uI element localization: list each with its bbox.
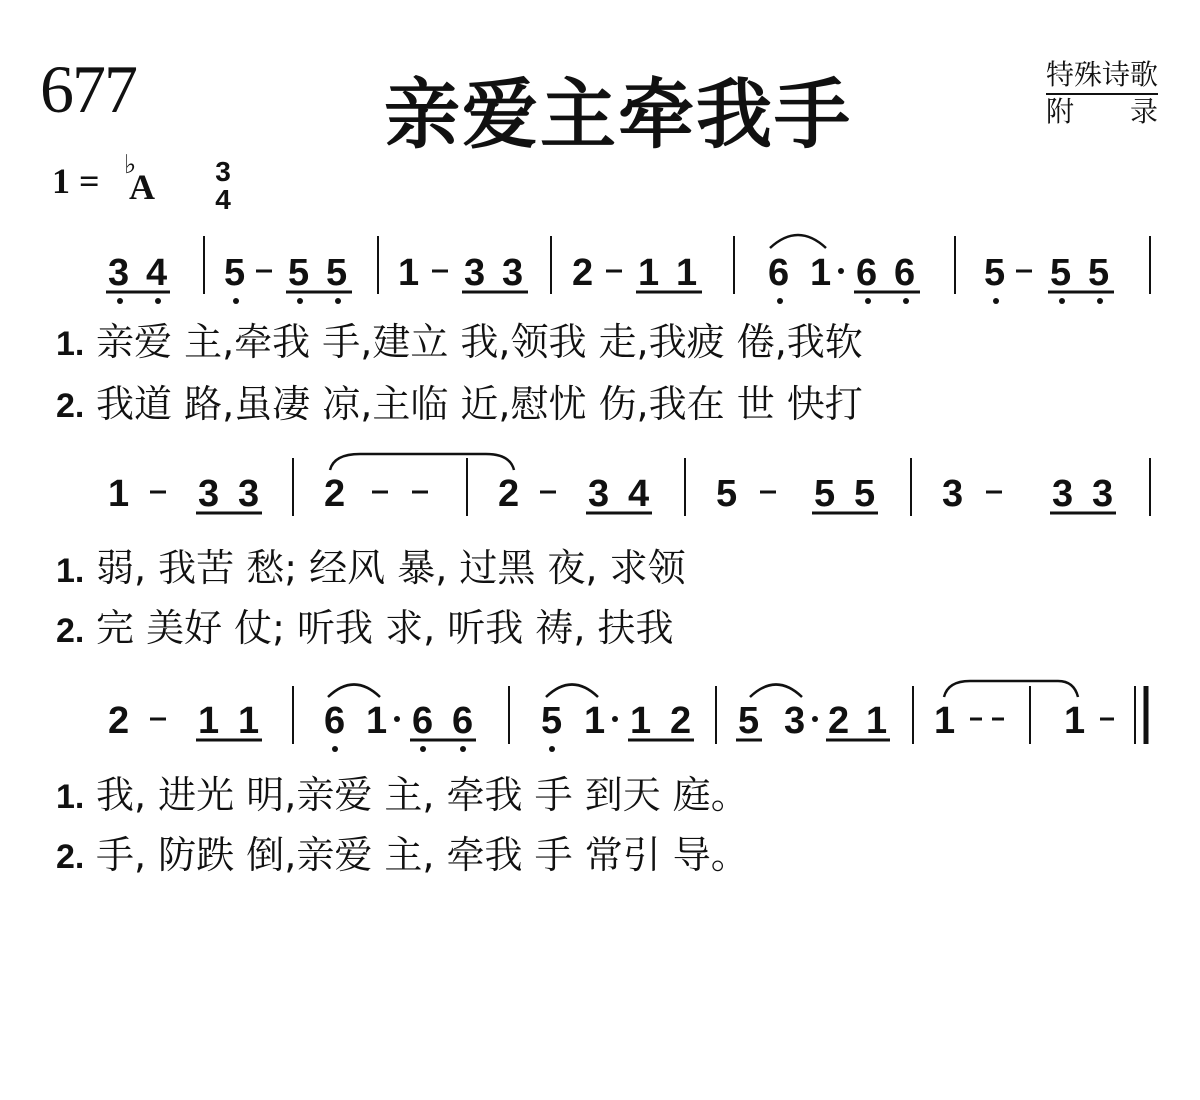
note: 6 (856, 252, 878, 294)
note: 2 (572, 252, 594, 294)
note: 3 (588, 473, 610, 515)
low-dot (117, 298, 123, 304)
note: 1 (108, 473, 130, 515)
note: 1 (1064, 700, 1086, 742)
lyric-line: 我道 路,虽凄 凉,主临 近,慰忧 伤,我在 世 快打 (96, 382, 863, 426)
verse-number: 1. (56, 325, 85, 363)
low-dot (865, 298, 871, 304)
verse-number: 1. (56, 778, 85, 816)
verse-number: 2. (56, 612, 85, 650)
verse-number: 1. (56, 552, 85, 590)
note: 5 (224, 252, 246, 294)
note: 2 (108, 700, 130, 742)
low-dot (549, 746, 555, 752)
note: 5 (984, 252, 1006, 294)
note: 6 (894, 252, 916, 294)
low-dot (332, 746, 338, 752)
low-dot (297, 298, 303, 304)
note: 5 (1088, 252, 1110, 294)
flat-symbol: ♭ (124, 150, 137, 180)
note: 5 (326, 252, 348, 294)
verse-number: 2. (56, 838, 85, 876)
note: 5 (288, 252, 310, 294)
note: 6 (452, 700, 474, 742)
note: 1 (810, 252, 832, 294)
low-dot (233, 298, 239, 304)
tie (546, 685, 598, 698)
note: 1 (866, 700, 888, 742)
note: 1 (198, 700, 220, 742)
note: 5 (1050, 252, 1072, 294)
hymn-number: 677 (40, 51, 136, 127)
note: 1 (366, 700, 388, 742)
note: 6 (412, 700, 434, 742)
note: 6 (768, 252, 790, 294)
note: 4 (628, 473, 650, 515)
low-dot (460, 746, 466, 752)
note: 1 (638, 252, 660, 294)
note: 3 (784, 700, 806, 742)
tie (330, 454, 514, 470)
lyric-line: 亲爱 主,牵我 手,建立 我,领我 走,我疲 倦,我软 (96, 320, 863, 364)
hymn-title: 亲爱主牵我手 (384, 70, 852, 159)
time-signature-bottom: 4 (215, 184, 231, 215)
aug-dot (812, 716, 818, 722)
note: 3 (1052, 473, 1074, 515)
lyric-line: 弱, 我苦 愁; 经风 暴, 过黑 夜, 求领 (96, 546, 686, 590)
note: 3 (1092, 473, 1114, 515)
note: 2 (324, 473, 346, 515)
low-dot (903, 298, 909, 304)
note: 6 (324, 700, 346, 742)
low-dot (777, 298, 783, 304)
low-dot (335, 298, 341, 304)
lyric-line: 我, 进光 明,亲爱 主, 牵我 手 到天 庭。 (96, 773, 749, 817)
note: 3 (198, 473, 220, 515)
note: 1 (676, 252, 698, 294)
note: 1 (238, 700, 260, 742)
note: 5 (716, 473, 738, 515)
note: 5 (738, 700, 760, 742)
tie (328, 685, 380, 698)
lyric-line: 手, 防跌 倒,亲爱 主, 牵我 手 常引 导。 (96, 833, 749, 877)
note: 1 (630, 700, 652, 742)
note: 3 (464, 252, 486, 294)
aug-dot (612, 716, 618, 722)
notation-row-2 (108, 454, 1150, 516)
note: 5 (541, 700, 563, 742)
note: 1 (584, 700, 606, 742)
appendix-label: 附 录 (1045, 95, 1158, 128)
note: 3 (108, 252, 130, 294)
note: 3 (942, 473, 964, 515)
low-dot (1097, 298, 1103, 304)
note: 2 (498, 473, 520, 515)
verse-number: 2. (56, 387, 85, 425)
lyric-line: 完 美好 仗; 听我 求, 听我 祷, 扶我 (96, 606, 674, 650)
notation-row-1 (106, 235, 1150, 304)
note: 2 (828, 700, 850, 742)
note: 4 (146, 252, 168, 294)
note: 5 (854, 473, 876, 515)
notation-row-3 (108, 681, 1146, 752)
low-dot (993, 298, 999, 304)
note: 1 (398, 252, 420, 294)
note: 1 (934, 700, 956, 742)
low-dot (1059, 298, 1065, 304)
low-dot (155, 298, 161, 304)
note: 2 (670, 700, 692, 742)
note: 5 (814, 473, 836, 515)
note: 3 (238, 473, 260, 515)
key-letter: A (129, 167, 155, 207)
aug-dot (838, 268, 844, 274)
time-signature-top: 3 (215, 156, 231, 187)
tie (750, 685, 802, 698)
category-label: 特殊诗歌 (1046, 58, 1158, 95)
aug-dot (394, 716, 400, 722)
key-prefix: 1 = (52, 161, 100, 201)
tie (944, 681, 1078, 697)
note: 3 (502, 252, 524, 294)
low-dot (420, 746, 426, 752)
tie (770, 235, 826, 248)
